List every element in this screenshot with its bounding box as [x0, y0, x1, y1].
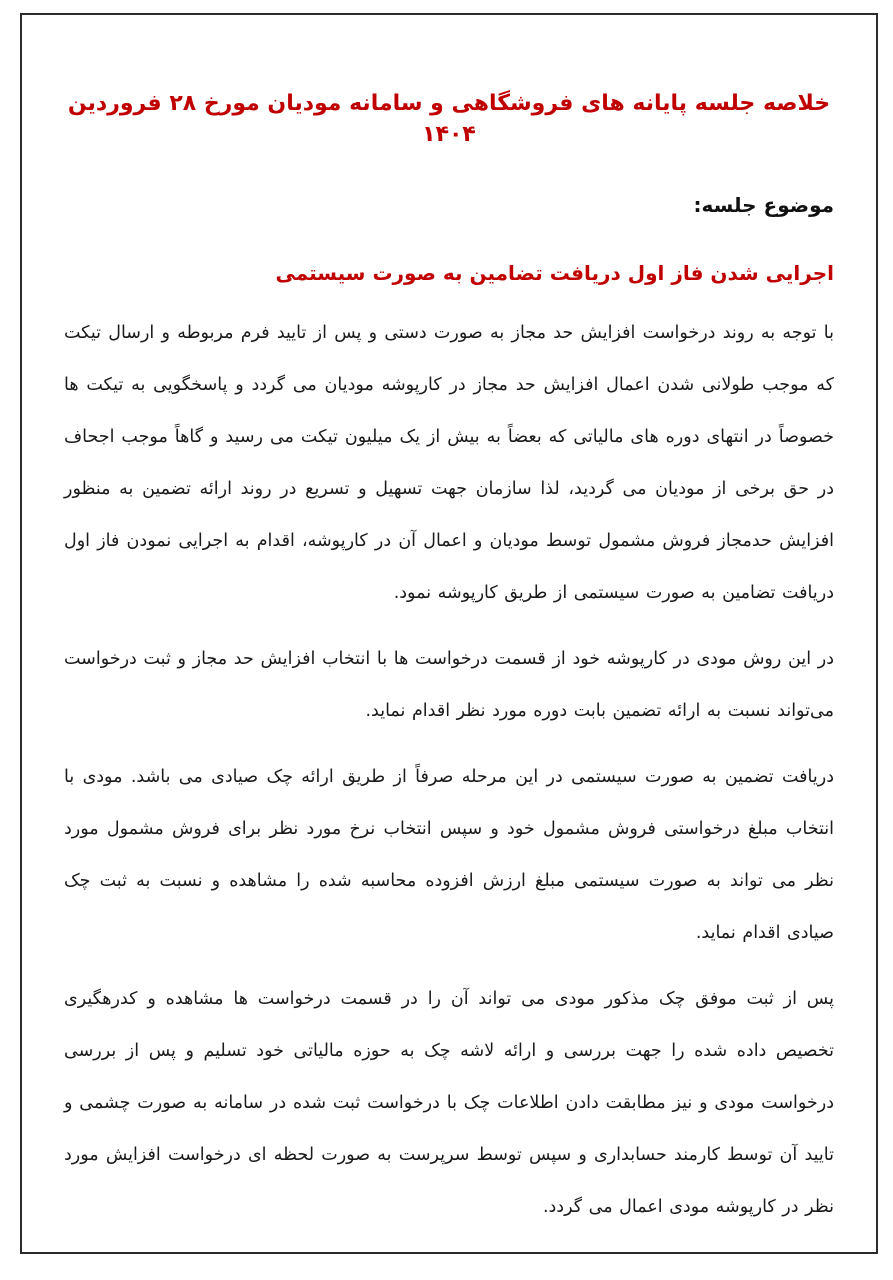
paragraph-3: دریافت تضمین به صورت سیستمی در این مرحله صرفاً از طریق ارائه چک صیادی می باشد. مودی با انتخاب مبلغ درخواستی فروش مشمول خود و سپس انتخاب نرخ مورد نظر برای فروش مشمول مورد نظر می تواند به صورت سیستمی مبلغ ارزش افزوده محاسبه شده را مشاهده و نسبت به ثبت چک صیادی اقدام نماید. — [64, 766, 834, 943]
paragraph-1: با توجه به روند درخواست افزایش حد مجاز به صورت دستی و پس از تایید فرم مربوطه و ارسال تیکت که موجب طولانی شدن اعمال افزایش حد مجاز در کارپوشه مودیان می گردد و پاسخگویی به تیکت ها خصوصاً در انتهای دوره های مالیاتی که بعضاً به بیش از یک میلیون تیکت می رسید و گاهاً موجب اجحاف در حق برخی از مودیان می گردید، لذا سازمان جهت تسهیل و تسریع در روند ارائه تضمین به منظور افزایش حدمجاز فروش مشمول توسط مودیان و اعمال آن در کارپوشه، اقدام به اجرایی نمودن فاز اول دریافت تضامین به صورت سیستمی از طریق کارپوشه نمود. — [64, 322, 834, 603]
document-title: خلاصه جلسه پایانه های فروشگاهی و سامانه مودیان مورخ ۲۸ فروردین ۱۴۰۴ — [67, 91, 831, 147]
topic-heading: اجرایی شدن فاز اول دریافت تضامین به صورت سیستمی — [275, 260, 834, 285]
paragraph-4: پس از ثبت موفق چک مذکور مودی می تواند آن را در قسمت درخواست ها مشاهده و کدرهگیری تخصیص داده شده را جهت بررسی و ارائه لاشه چک به حوزه مالیاتی خود تسلیم و پس از بررسی درخواست مودی و نیز مطابقت دادن اطلاعات چک با درخواست ثبت شده در سامانه به صورت چشمی و تایید آن توسط کارمند حسابداری و سپس توسط سرپرست به صورت لحظه ای درخواست افزایش مورد نظر در کارپوشه مودی اعمال می گردد. — [64, 988, 834, 1217]
meeting-subject-label: موضوع جلسه: — [693, 192, 834, 217]
paragraph-2: در این روش مودی در کارپوشه خود از قسمت درخواست ها با انتخاب افزایش حد مجاز و ثبت درخواست می‌تواند نسبت به ارائه تضمین بابت دوره مورد نظر اقدام نماید. — [64, 648, 834, 721]
page-border-frame — [20, 13, 878, 1254]
